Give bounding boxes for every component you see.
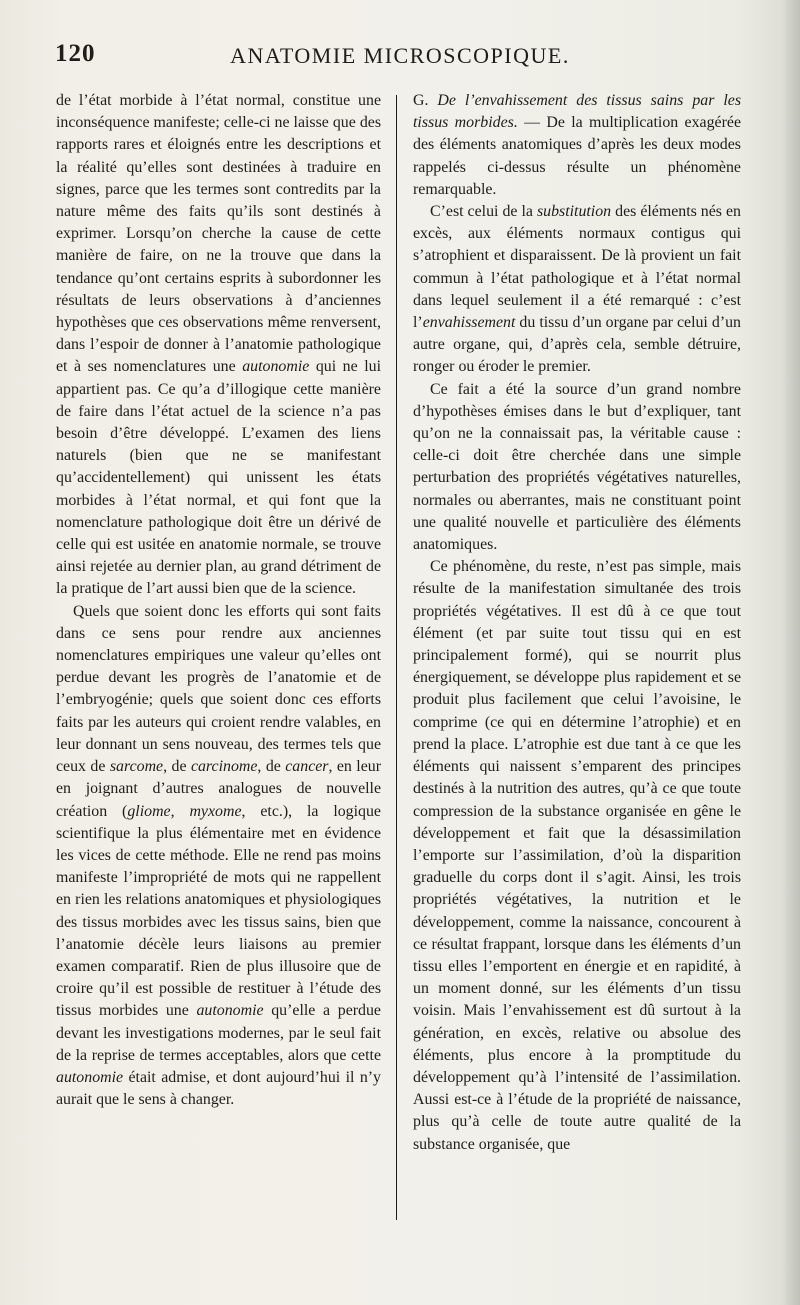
paragraph [56, 601, 381, 1112]
text-run: , en leur en joignant d’autres analogues de nouvelle création ( [56, 758, 382, 820]
page-header [55, 40, 745, 70]
italic-text: envahissement [422, 314, 516, 332]
paragraph [56, 90, 381, 601]
text-run: Quels que soient donc les efforts qui sont faits dans ce sens pour rendre aux anciennes nomenclatures empiriques une valeur qu’elles ont perdue devant les progrès de l’anatomie et de l’embryogénie; quels que soient donc ces efforts faits par les auteurs qui croient rendre valables, en leur donnant un sens nouveau, des termes tels que ceux de [56, 602, 381, 776]
page-edge-shadow [782, 0, 800, 1305]
text-run: qu’elle a perdue devant les investigations modernes, par le seul fait de la reprise de termes acceptables, alors que cette [56, 1002, 381, 1064]
italic-text: cancer [285, 758, 329, 776]
paragraph [413, 201, 741, 379]
text-run: C’est celui de la [430, 203, 537, 221]
text-run: , de [257, 758, 286, 776]
page-number: 120 [55, 40, 96, 67]
italic-text: autonomie [242, 358, 310, 376]
italic-text: carcinome [190, 758, 258, 776]
italic-text: gliome, myxome [127, 802, 242, 820]
text-run: qui ne lui appartient pas. Ce qu’a d’illogique cette manière de faire dans l’état actuel de la science n’a pas besoin d’être développé. L’examen des liens naturels (bien que ne se manifestant qu’accidentellement) qui unissent les états morbides à l’état normal, et qui font que la nomenclature pathologique doit être un dérivé de celle qui est usitée en anatomie normale, se trouve ainsi rejetée au dernier plan, au grand détriment de la pratique de l’art aussi bien que de la science. [56, 358, 381, 598]
text-run: des éléments nés en excès, aux éléments normaux contigus qui s’atrophient et disparaissent. De là provient un fait commun à l’état pathologique et à l’état normal dans lequel seulement il a été remarqué : c’est l’ [413, 203, 741, 332]
text-run: du tissu d’un organe par celui d’un autre organe, qui, d’après cela, semble détruire, ronger ou éroder le premier. [413, 314, 741, 376]
text-run: — De la multiplication exagérée des éléments anatomiques d’après les deux modes rappelés ci-dessus résulte un phénomène remarquable. [413, 114, 741, 198]
paragraph [413, 90, 741, 201]
paragraph [413, 379, 741, 557]
text-run: G. [413, 92, 438, 109]
text-run: était admise, et dont aujourd’hui il n’y aurait que le sens à changer. [56, 1068, 381, 1109]
text-run: Ce phénomène, du reste, n’est pas simple, mais résulte de la manifestation simultanée des trois propriétés végétatives. Il est dû à ce que tout élément (et par suite tout tissu qui en est principalement formé), qui se nourrit plus énergiquement, se développe plus rapidement et se produit plus facilement que celui l’avoisine, le comprime (ce qui en détermine l’atrophie) et en prend la place. L’atrophie est due tant à ce que les éléments qui naissent s’emparent des principes destinés à la nutrition des autres, qu’à ce que toute compression de la substance organisée en gêne le développement et fait que la désassimilation l’emporte sur l’assimilation, d’où la disparition graduelle du corps dont il s’agit. Ainsi, les trois propriétés végétatives, la nutrition et le développement, comme la naissance, concourent à ce résultat frappant, lorsque dans les éléments d’un tissu elles l’emportent en énergie et en rapidité, à un moment donné, sur les éléments d’un tissu voisin. Mais l’envahissement est dû surtout à la génération, en excès, relative ou absolue des éléments, plus encore à la promptitude du développement qu’à l’intensité de l’assimilation. Aussi est-ce à l’étude de la propriété de naissance, plus qu’à celle de toute autre qualité de la substance organisée, que [413, 558, 741, 1153]
italic-text: De l’envahissement des tissus sains par les tissus morbides. [413, 92, 742, 132]
column-divider [396, 95, 397, 1220]
italic-text: autonomie [56, 1068, 124, 1086]
text-run: , de [163, 758, 191, 776]
italic-text: substitution [536, 203, 612, 221]
italic-text: sarcome [109, 758, 164, 776]
running-title: ANATOMIE MICROSCOPIQUE. [230, 43, 570, 68]
right-column [413, 90, 741, 1156]
left-column [56, 90, 381, 1111]
text-run: , etc.), la logique scientifique la plus élémentaire met en évidence les vices de cette méthode. Elle ne rend pas moins manifeste l’impropriété de mots qui ne rappellent en rien les relations anatomiques et physiologiques des tissus morbides avec les tissus sains, bien que l’anatomie décèle leurs liaisons au premier examen comparatif. Rien de plus illusoire que de croire qu’il est possible de restituer à l’étude des tissus morbides une [56, 802, 381, 1020]
text-run: Ce fait a été la source d’un grand nombre d’hypothèses émises dans le but d’expliquer, tant qu’on ne la connaissait pas, la véritable cause : celle-ci doit être cherchée dans une simple perturbation des propriétés végétatives naturelles, normales ou aberrantes, mais ne constituant point une qualité nouvelle et particulière des éléments anatomiques. [413, 380, 741, 554]
italic-text: autonomie [196, 1002, 264, 1020]
paragraph [413, 556, 741, 1155]
text-run: de l’état morbide à l’état normal, constitue une inconséquence manifeste; celle-ci ne laisse que des rapports rares et éloignés entre les descriptions et la réalité qu’elles sont destinées à traduire en signes, parce que les termes sont contredits par la nature même des faits qu’ils sont destinés à exprimer. Lorsqu’on cherche la cause de cette manière de faire, on ne la trouve que dans la tendance qu’ont certains esprits à subordonner les résultats de leurs observations à d’anciennes hypothèses que ces observations même renversent, dans l’espoir de donner à l’anatomie pathologique et à ses nomenclatures une [56, 92, 381, 376]
